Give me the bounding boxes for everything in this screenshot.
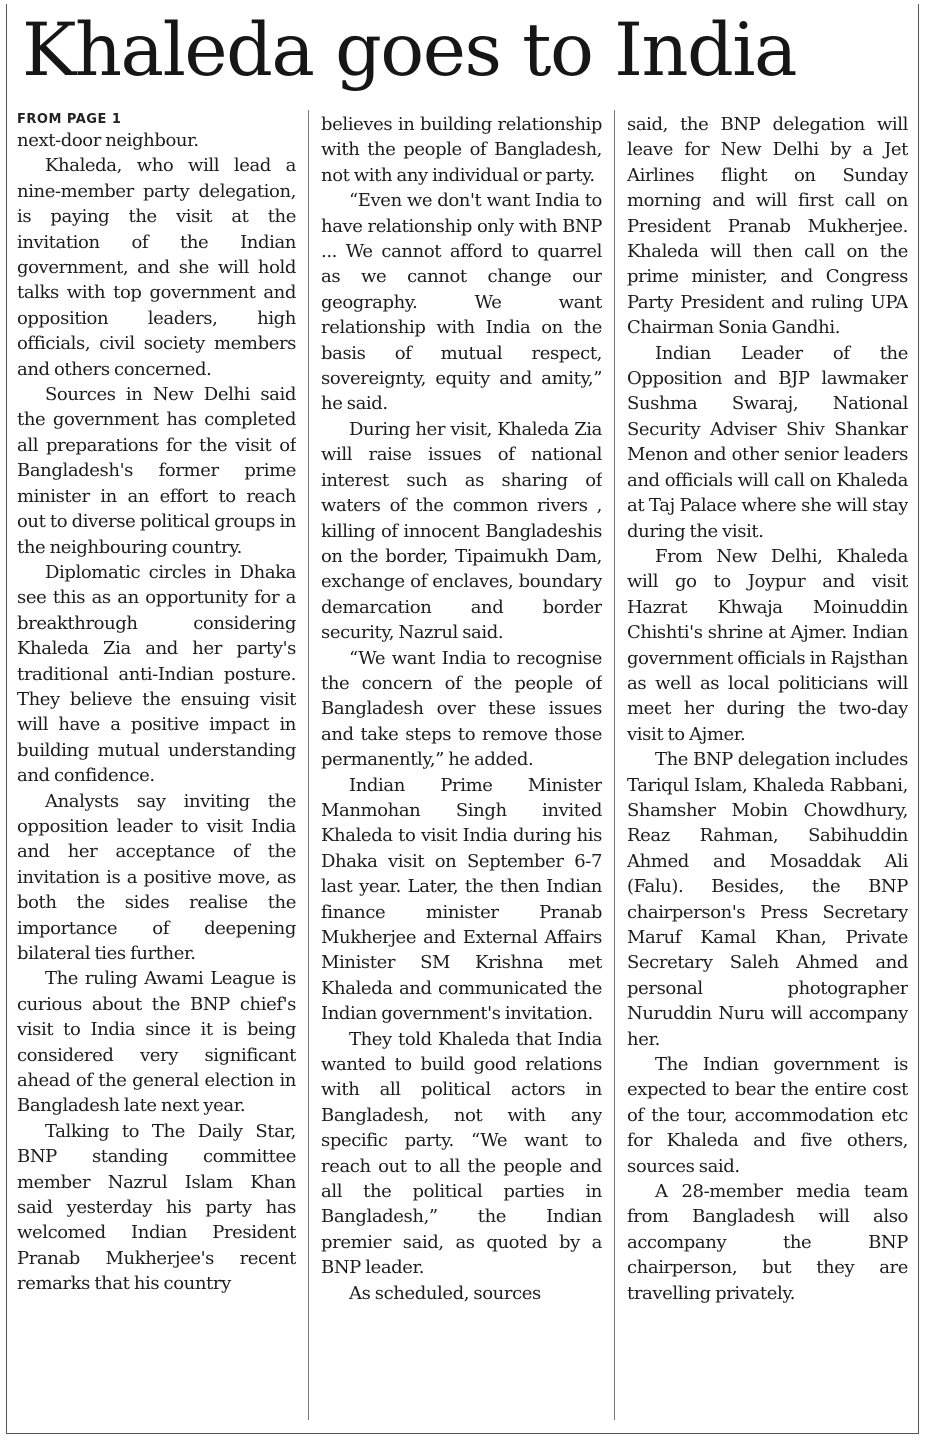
paragraph: Diplomatic circles in Dhaka see this as an opportunity for a breakthrough considering Khaleda Zia and her party's traditional anti-Indian posture. They believe the ensuing visit will have a positive impact in building mutual understanding and confidence. <box>17 561 296 787</box>
paragraph: From New Delhi, Khaleda will go to Joypur and visit Hazrat Khwaja Moinuddin Chishti's shrine at Ajmer. Indian government officials in Rajsthan as well as local politicians will meet her during the two-day visit to Ajmer. <box>627 545 908 745</box>
paragraph: During her visit, Khaleda Zia will raise issues of national interest such as sharing of waters of the common rivers , killing of innocent Bangladeshis on the border, Tipaimukh Dam, exchange of enclaves, boundary demarcation and border security, Nazrul said. <box>321 418 602 644</box>
paragraph: Khaleda, who will lead a nine-member party delegation, is paying the visit at the invitation of the Indian government, and she will hold talks with top government and opposition leaders, high officials, civil society members and others concerned. <box>17 155 296 380</box>
paragraph: The Indian government is expected to bear the entire cost of the tour, accommodation etc for Khaleda and five others, sources said. <box>627 1054 908 1177</box>
paragraph: Indian Prime Minister Manmohan Singh invited Khaleda to visit India during his Dhaka visit on September 6-7 last year. Later, the then Indian finance minister Pranab Mukherjee and External Affairs Minister SM Krishna met Khaleda and communicated the Indian government's invitation. <box>321 774 602 1025</box>
article-column-3 <box>627 112 908 1422</box>
paragraph: “Even we don't want India to have relationship only with BNP ... We cannot afford to quarrel as we cannot change our geography. We want relationship with India on the basis of mutual respect, sovereignty, equity and amity,” he said. <box>321 190 602 415</box>
article-column-2 <box>321 112 602 1422</box>
paragraph: “We want India to recognise the concern of the people of Bangladesh over these issues and take steps to remove those permanently,” he added. <box>321 647 602 771</box>
article-column-1 <box>17 112 296 1422</box>
paragraph: Sources in New Delhi said the government has completed all preparations for the visit of Bangladesh's former prime minister in an effort to reach out to diverse political groups in the neighbouring country. <box>17 384 296 558</box>
paragraph: They told Khaleda that India wanted to build good relations with all political actors in Bangladesh, not with any specific party. “We want to reach out to all the people and all the political parties in Bangladesh,” the Indian premier said, as quoted by a BNP leader. <box>321 1028 602 1279</box>
paragraph: next-door neighbour. <box>17 130 199 151</box>
jump-label: FROM PAGE 1 <box>17 112 122 127</box>
paragraph: Indian Leader of the Opposition and BJP lawmaker Sushma Swaraj, National Security Adviser Shiv Shankar Menon and other senior leaders and officials will call on Khaleda at Taj Palace where she will stay during the visit. <box>627 342 908 542</box>
paragraph: As scheduled, sources <box>349 1282 541 1304</box>
paragraph: believes in building relationship with the people of Bangladesh, not with any individual or party. <box>321 114 602 186</box>
frame-left-border <box>6 4 7 1434</box>
paragraph: said, the BNP delegation will leave for New Delhi by a Jet Airlines flight on Sunday morning and will first call on President Pranab Mukherjee. Khaleda will then call on the prime minister, and Congress Party President and ruling UPA Chairman Sonia Gandhi. <box>627 114 908 339</box>
frame-bottom-border <box>6 1433 919 1434</box>
paragraph: Talking to The Daily Star, BNP standing committee member Nazrul Islam Khan said yesterday his party has welcomed Indian President Pranab Mukherjee's recent remarks that his country <box>17 1120 296 1295</box>
column-divider <box>614 110 615 1420</box>
paragraph: Analysts say inviting the opposition leader to visit India and her acceptance of the invitation is a positive move, as both the sides realise the importance of deepening bilateral ties further. <box>17 790 296 964</box>
headline: Khaleda goes to India <box>22 8 797 93</box>
paragraph: The ruling Awami League is curious about the BNP chief's visit to India since it is being considered very significant ahead of the general election in Bangladesh late next year. <box>17 968 296 1117</box>
paragraph: A 28-member media team from Bangladesh will also accompany the BNP chairperson, but they are travelling privately. <box>627 1181 908 1304</box>
column-divider <box>308 110 309 1420</box>
paragraph: The BNP delegation includes Tariqul Islam, Khaleda Rabbani, Shamsher Mobin Chowdhury, Reaz Rahman, Sabihuddin Ahmed and Mosaddak Ali (Falu). Besides, the BNP chairperson's Press Secretary Maruf Kamal Khan, Private Secretary Saleh Ahmed and personal photographer Nuruddin Nuru will accompany her. <box>627 749 908 1050</box>
frame-right-border <box>918 4 919 1434</box>
